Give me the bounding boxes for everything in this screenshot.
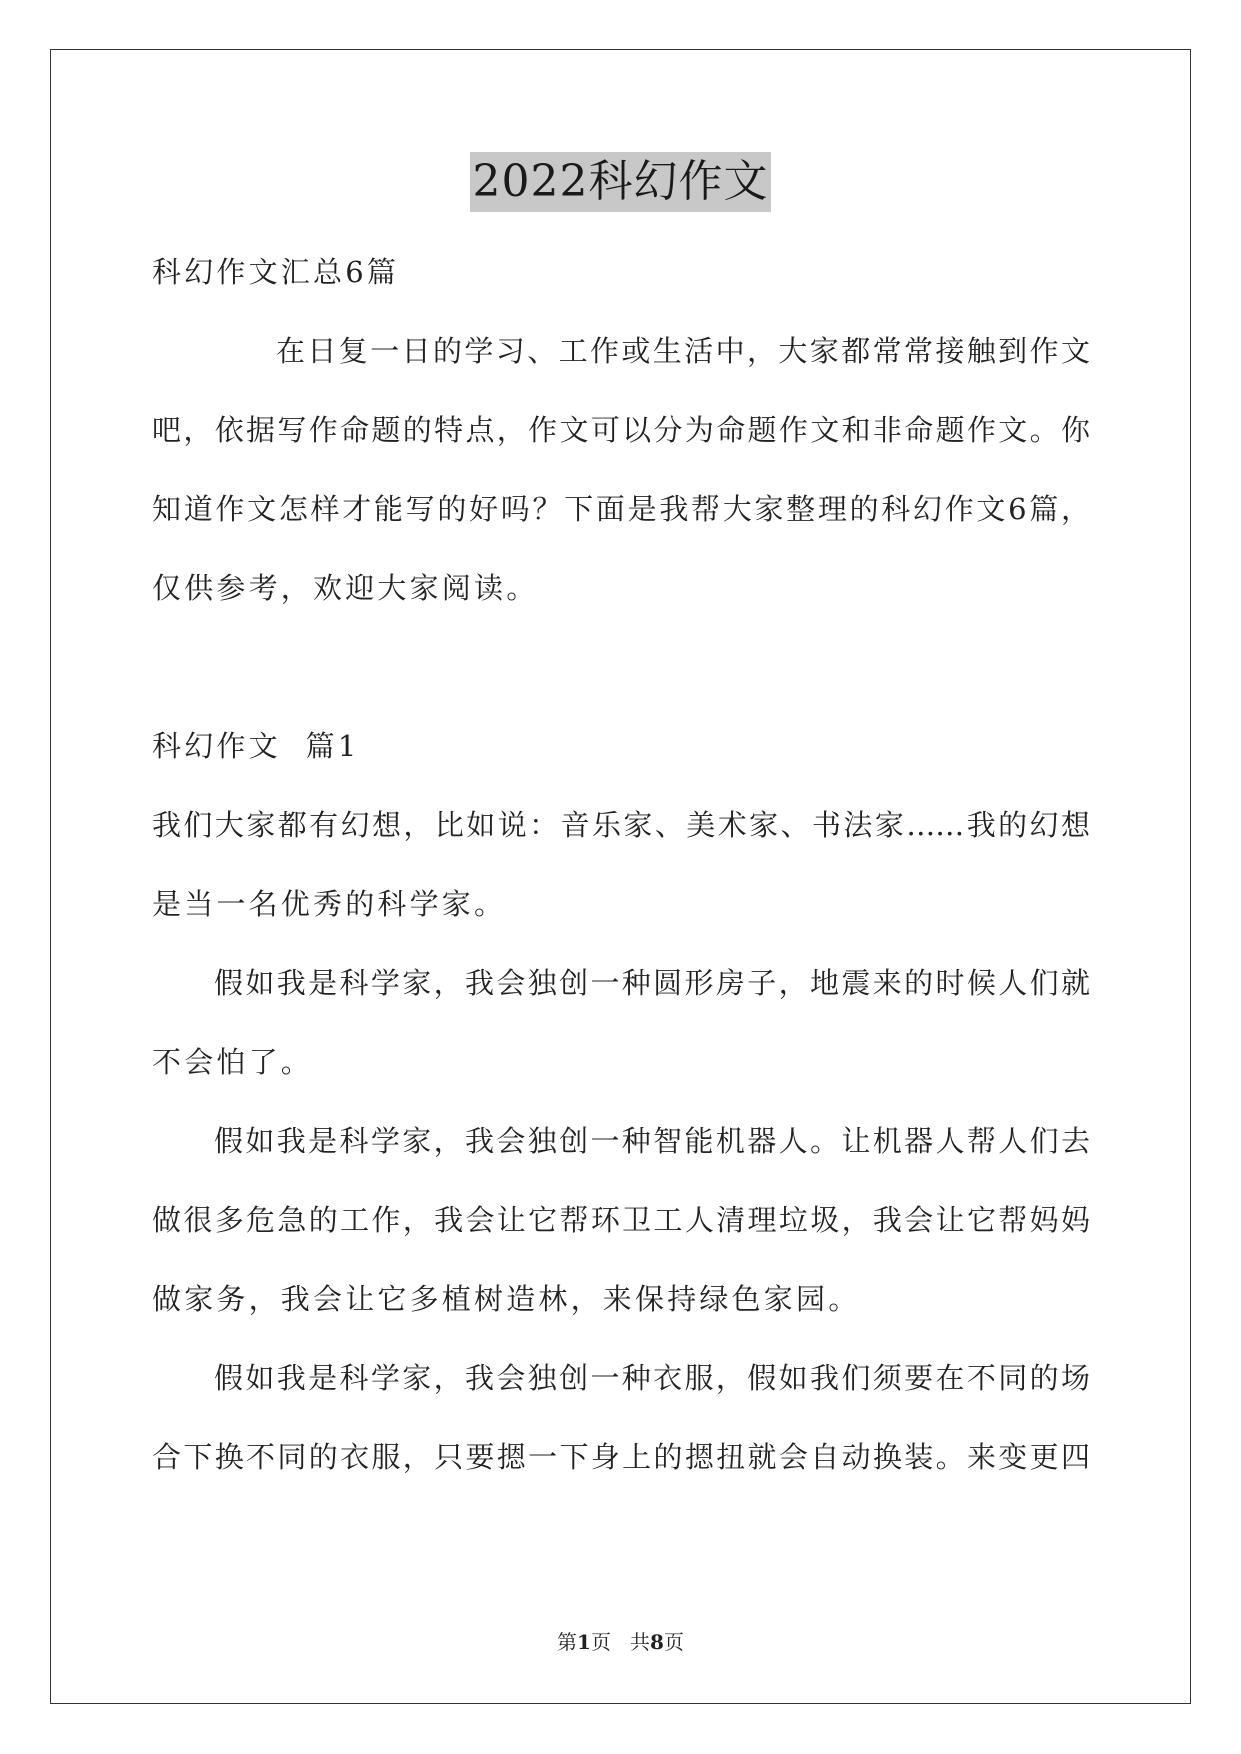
body-line: 是当一名优秀的科学家。 [152,887,507,921]
document-body [152,233,1090,1497]
title-container [0,152,1241,212]
intro-line: 吧，依据写作命题的特点，作文可以分为命题作文和非命题作文。你 [152,413,1090,447]
document-subtitle: 科幻作文汇总6篇 [152,255,400,289]
section-heading: 科幻作文 篇1 [152,729,360,763]
body-line: 不会怕了。 [152,1045,314,1079]
paragraph-gap [152,628,1090,707]
document-title: 2022科幻作文 [470,152,772,212]
body-line: 合下换不同的衣服，只要摁一下身上的摁扭就会自动换装。来变更四 [152,1440,1090,1474]
current-page-number: 1 [577,1630,591,1654]
page-footer [0,1626,1241,1655]
body-line: 我们大家都有幻想，比如说：音乐家、美术家、书法家……我的幻想 [152,808,1090,842]
footer-middle: 页 共 [590,1630,651,1654]
intro-line: 在日复一日的学习、工作或生活中，大家都常常接触到作文 [276,334,1090,368]
total-pages-number: 8 [650,1630,664,1654]
intro-line: 知道作文怎样才能写的好吗？下面是我帮大家整理的科幻作文6篇， [152,492,1090,526]
footer-suffix: 页 [663,1630,684,1654]
body-line: 做很多危急的工作，我会让它帮环卫工人清理垃圾，我会让它帮妈妈 [152,1203,1090,1237]
footer-prefix: 第 [557,1630,578,1654]
intro-line: 仅供参考，欢迎大家阅读。 [152,571,539,605]
body-line: 假如我是科学家，我会独创一种衣服，假如我们须要在不同的场 [214,1361,1090,1395]
body-line: 做家务，我会让它多植树造林，来保持绿色家园。 [152,1282,861,1316]
body-line: 假如我是科学家，我会独创一种圆形房子，地震来的时候人们就 [214,966,1090,1000]
body-line: 假如我是科学家，我会独创一种智能机器人。让机器人帮人们去 [214,1124,1090,1158]
